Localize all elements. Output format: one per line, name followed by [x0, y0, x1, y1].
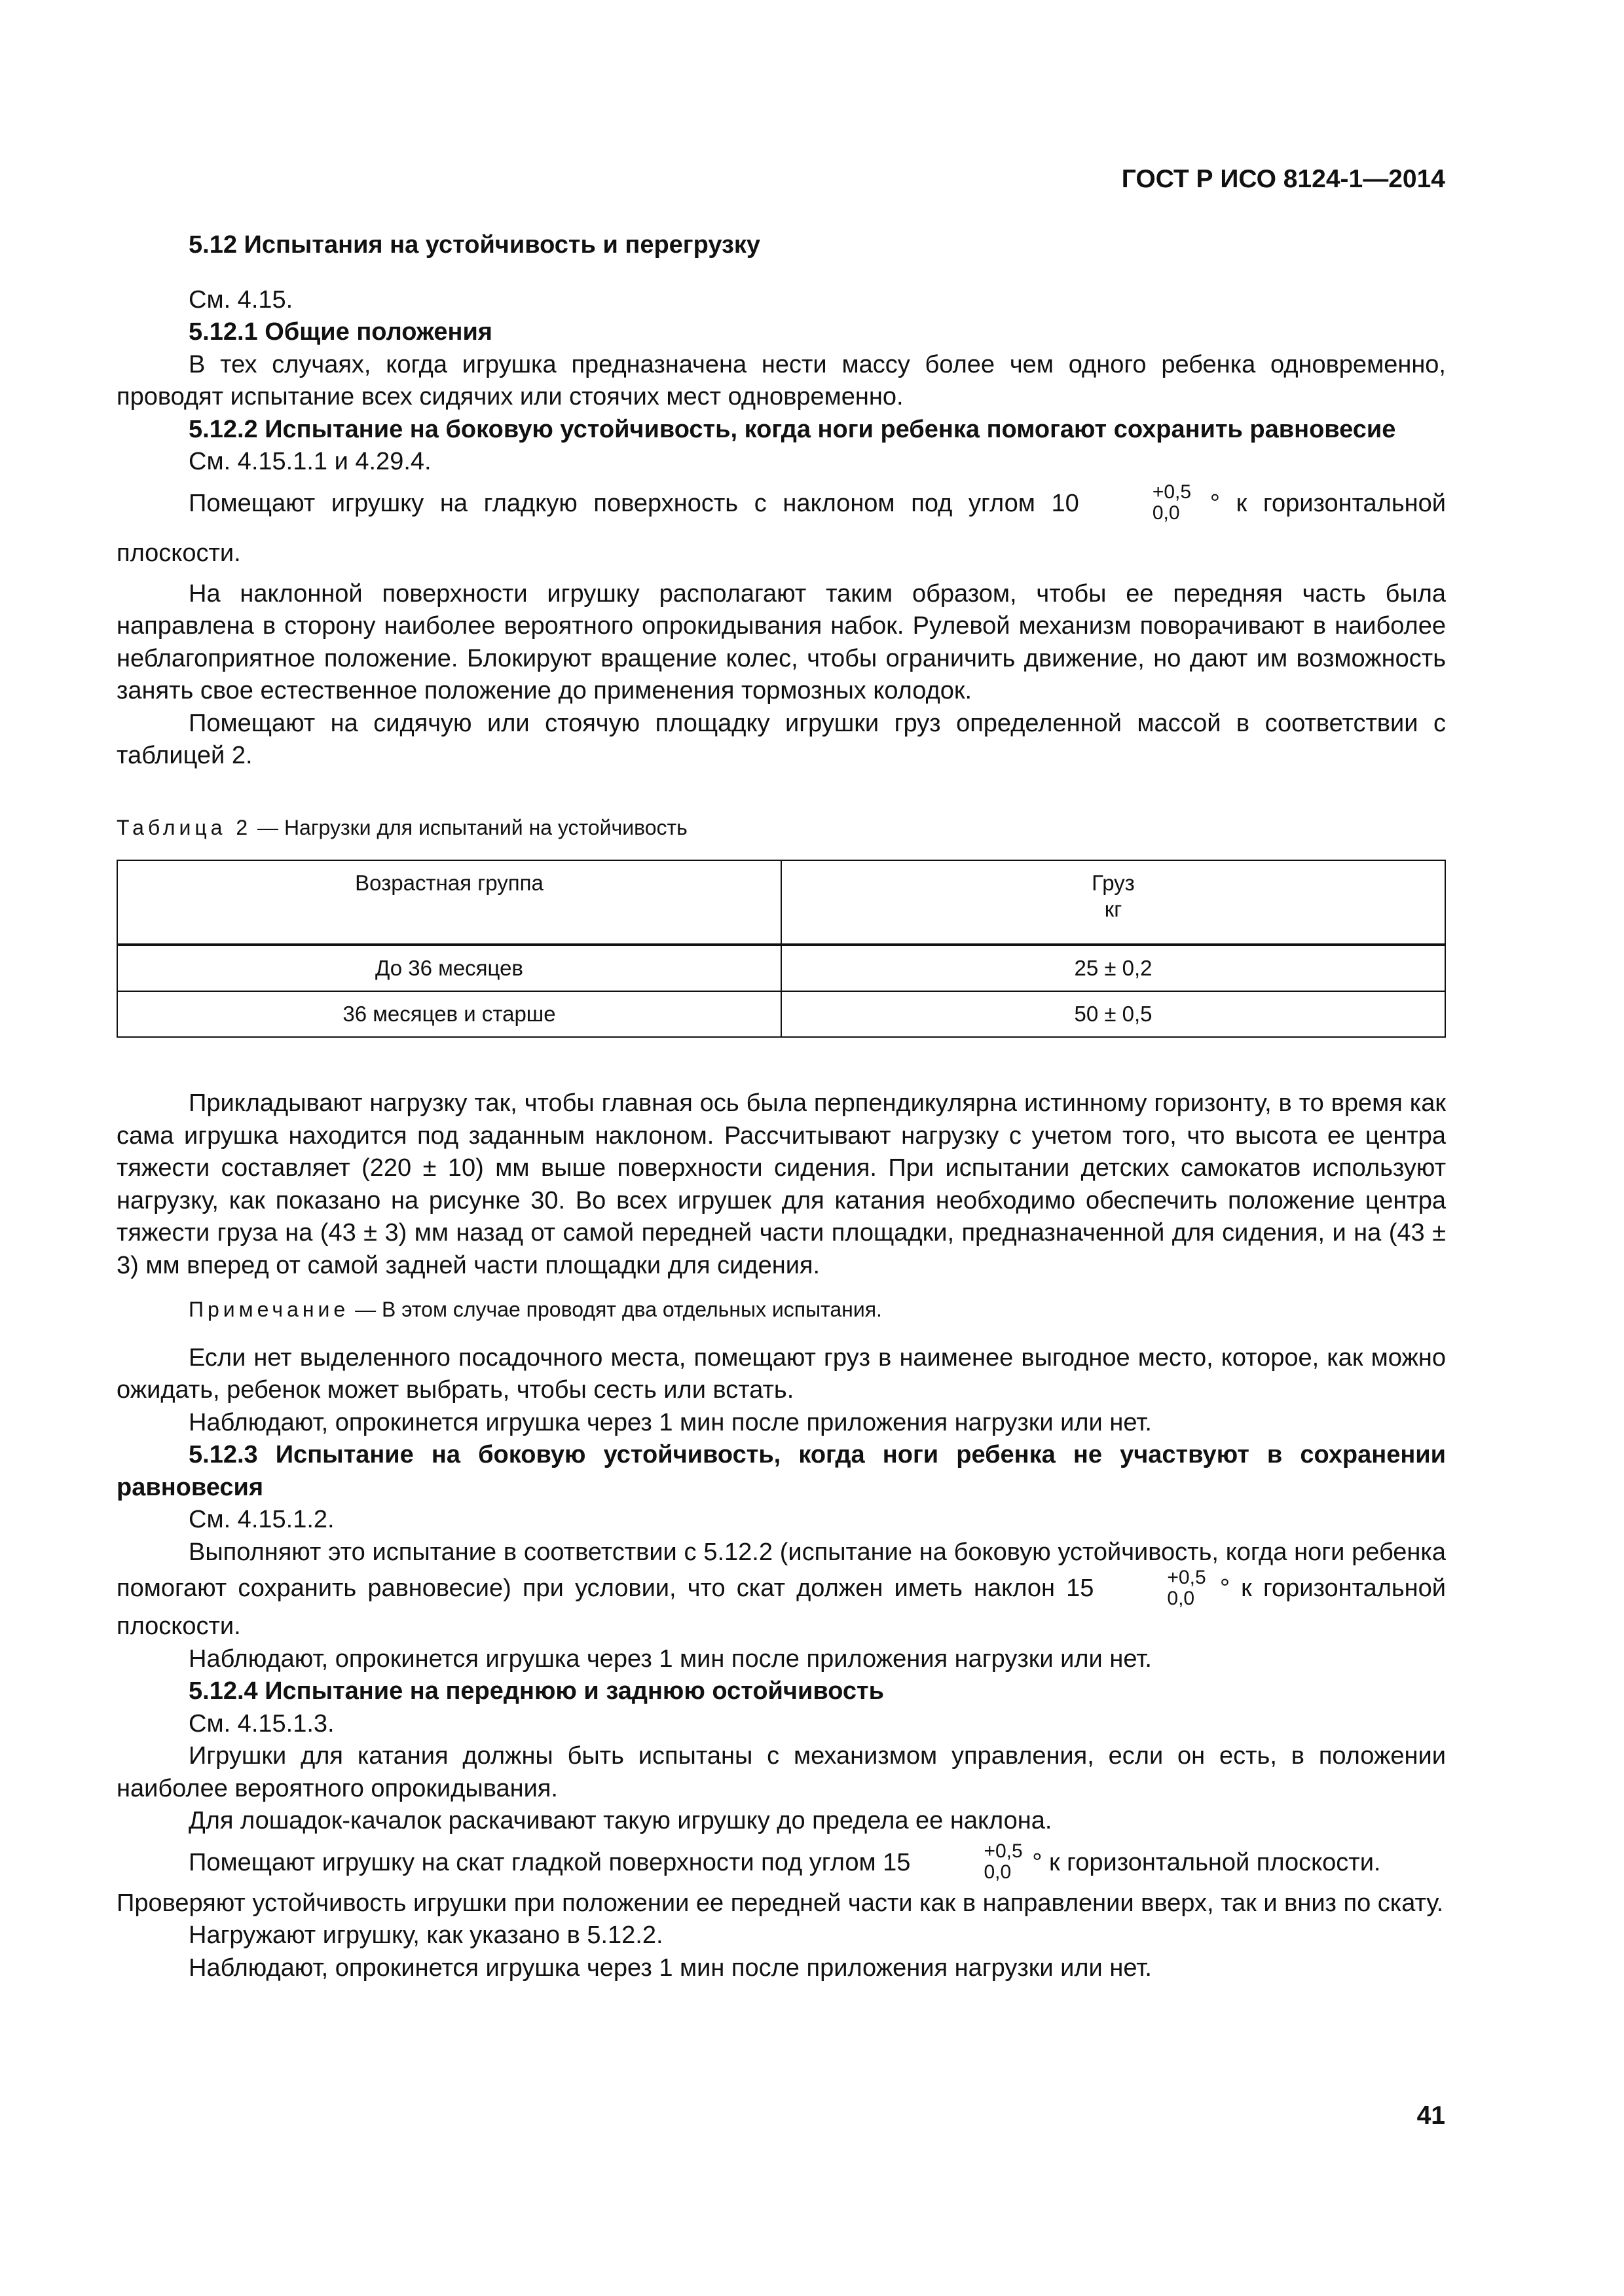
section-5-12-4-title: 5.12.4 Испытание на переднюю и заднюю остойчивость — [189, 1677, 885, 1705]
table-cell-age: До 36 месяцев — [117, 945, 781, 991]
section-5-12-4-paragraph-4: Проверяют устойчивость игрушки при положении ее передней части как в направлении вверх, так и вниз по скату. — [117, 1889, 1444, 1917]
section-5-12-4-paragraph-2: Для лошадок-качалок раскачивают такую игрушку до предела ее наклона. — [189, 1807, 1052, 1834]
note-prefix: Примечание — [189, 1298, 350, 1321]
angle-tolerance — [912, 1841, 1022, 1883]
section-5-12-4-ref: См. 4.15.1.3. — [189, 1709, 335, 1738]
angle-text-after: ° к горизонтальной плоскости. — [1032, 1848, 1381, 1876]
table-2-caption — [117, 812, 1446, 845]
section-5-12-3-observe: Наблюдают, опрокинется игрушка через 1 мин после приложения нагрузки или нет. — [189, 1645, 1152, 1673]
section-5-12-2-title: 5.12.2 Испытание на боковую устойчивость, когда ноги ребенка помогают сохранить равновесие — [189, 415, 1396, 443]
angle-text-before: Помещают игрушку на скат гладкой поверхности под углом — [189, 1848, 876, 1876]
angle-text-after: ° к горизонтальной плоскости. — [117, 489, 1446, 567]
angle-text-after: ° к горизонтальной плоскости. — [117, 1575, 1447, 1640]
tolerance-upper: +0,5 — [1152, 481, 1192, 503]
table-header-row — [117, 860, 1445, 945]
angle-tolerance — [1095, 1567, 1206, 1609]
section-5-12-3-paragraph-angle — [117, 1537, 1446, 1643]
section-5-12-4-paragraph-1: Игрушки для катания должны быть испытаны с механизмом управления, если он есть, в положении наиболее вероятного опрокидывания. — [117, 1742, 1446, 1802]
table-cell-load: 50 ± 0,5 — [781, 991, 1445, 1037]
section-5-12-4-paragraph-angle — [117, 1838, 1446, 1887]
tolerance-upper: +0,5 — [984, 1840, 1023, 1863]
tolerance-upper: +0,5 — [1167, 1567, 1206, 1588]
section-5-12-3-title: 5.12.3 Испытание на боковую устойчивость, когда ноги ребенка не участвуют в сохранении равновесия — [117, 1441, 1446, 1501]
section-5-12-1-paragraph: В тех случаях, когда игрушка предназначена нести массу более чем одного ребенка одновременно, проводят испытание всех сидячих или стоячих мест одновременно. — [117, 350, 1446, 410]
angle-value: 15 — [883, 1848, 911, 1876]
load-header-line1: Груз — [1092, 871, 1135, 895]
table-header-load — [781, 860, 1445, 945]
table-cell-age: 36 месяцев и старше — [117, 991, 781, 1037]
observe-paragraph: Наблюдают, опрокинется игрушка через 1 мин после приложения нагрузки или нет. — [189, 1408, 1152, 1436]
section-5-12-ref: См. 4.15. — [189, 285, 293, 314]
table-row — [117, 945, 1445, 991]
load-application-paragraph: Прикладывают нагрузку так, чтобы главная ось была перпендикулярна истинному горизонту, в то время как сама игрушка находится под заданным наклоном. Рассчитывают нагрузку с учетом того, что высота ее центра тяжести составляет (220 ± 10) мм выше поверхности сидения. При испытании детских самокатов используют нагрузку, как показано на рисунке 30. Во всех игрушек для катания необходимо обеспечить положение центра тяжести груза на (43 ± 3) мм назад от самой передней части площадки, предназначенной для сидения, и на (43 ± 3) мм вперед от самой задней части площадки для сидения. — [117, 1089, 1446, 1279]
section-5-12-4-paragraph-5: Нагружают игрушку, как указано в 5.12.2. — [189, 1922, 663, 1949]
note — [117, 1294, 1446, 1326]
table-caption-prefix: Таблица 2 — [117, 815, 252, 839]
table-caption-text: — Нагрузки для испытаний на устойчивость — [251, 815, 688, 839]
table-row — [117, 991, 1445, 1037]
angle-value: 15 — [1066, 1575, 1094, 1603]
section-5-12-3-ref: См. 4.15.1.2. — [189, 1506, 335, 1533]
section-5-12-title: 5.12 Испытания на устойчивость и перегрузку — [189, 231, 761, 259]
angle-tolerance — [1080, 482, 1191, 524]
document-header: ГОСТ Р ИСО 8124-1—2014 — [1121, 165, 1445, 193]
section-5-12-2-paragraph-2: На наклонной поверхности игрушку располагают таким образом, чтобы ее передняя часть была направлена в сторону наиболее вероятного опрокидывания набок. Рулевой механизм поворачивают в наиболее неблагоприятное положение. Блокируют вращение колес, чтобы ограничить движение, но дают им возможность занять свое естественное положение до применения тормозных колодок. — [117, 579, 1446, 704]
angle-value: 10 — [1051, 489, 1079, 517]
table-cell-load: 25 ± 0,2 — [781, 945, 1445, 991]
section-5-12-1-title: 5.12.1 Общие положения — [189, 318, 492, 346]
section-5-12-2-paragraph-3: Помещают на сидячую или стоячую площадку игрушки груз определенной массой в соответствии с таблицей 2. — [117, 709, 1446, 769]
page-content — [117, 229, 1446, 1984]
angle-text-before: Помещают игрушку на гладкую поверхность с наклоном под углом — [189, 489, 1035, 517]
section-5-12-2-paragraph-angle — [117, 479, 1446, 578]
angle-text-before: Выполняют это испытание в соответствии с 5.12.2 (испытание на боковую устойчивость, когда ноги ребенка помогают сохранить равновесие) при условии, что скат должен иметь наклон — [117, 1538, 1446, 1603]
tolerance-lower: 0,0 — [1167, 1588, 1195, 1609]
section-5-12-2-ref: См. 4.15.1.1 и 4.29.4. — [189, 448, 432, 475]
page-number: 41 — [1416, 2102, 1445, 2130]
tolerance-lower: 0,0 — [1152, 502, 1180, 524]
table-header-age-group: Возрастная группа — [117, 860, 781, 945]
tolerance-lower: 0,0 — [984, 1861, 1012, 1884]
no-seat-paragraph: Если нет выделенного посадочного места, помещают груз в наименее выгодное место, которое, как можно ожидать, ребенок может выбрать, чтобы сесть или встать. — [117, 1343, 1446, 1404]
section-5-12-4-paragraph-6: Наблюдают, опрокинется игрушка через 1 мин после приложения нагрузки или нет. — [189, 1954, 1152, 1982]
load-header-unit: кг — [1104, 897, 1122, 921]
note-text: — В этом случае проводят два отдельных испытания. — [349, 1298, 882, 1321]
table-2 — [117, 860, 1446, 1038]
